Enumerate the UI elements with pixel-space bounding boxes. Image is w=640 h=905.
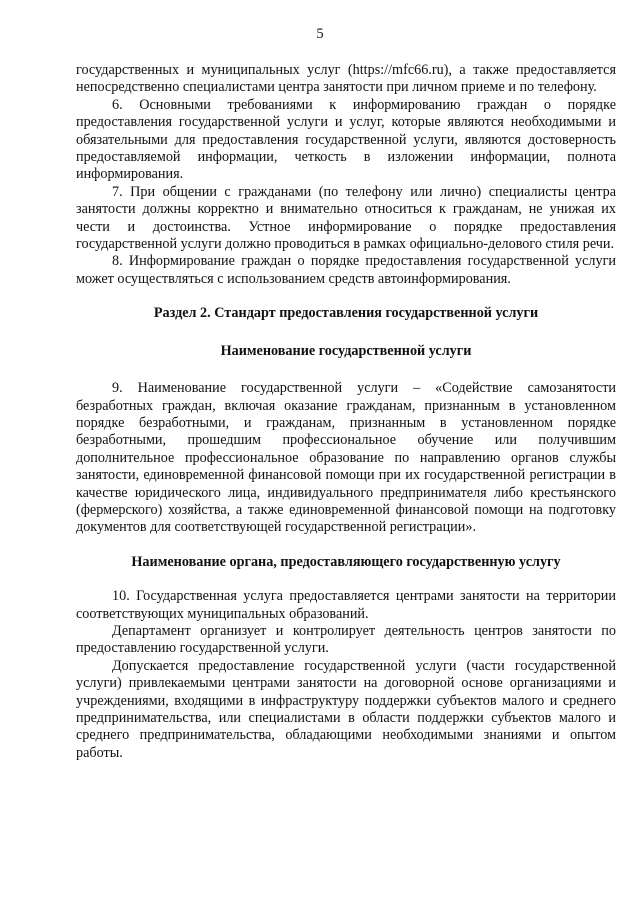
paragraph-6: 6. Основными требованиями к информированию граждан о порядке предоставления государственной услуги и услуг, которые являются необходимыми и обязательными для предоставления государственной услуги, являются достоверность предоставляемой информации, четкость в изложении информации, полнота информирования. bbox=[76, 96, 616, 183]
page-number: 5 bbox=[316, 26, 324, 42]
paragraph-10-permitted: Допускается предоставление государственной услуги (части государственной услуги) привлекаемыми центрами занятости на договорной основе организациями и учреждениями, входящими в инфраструктуру поддержки субъектов малого и среднего предпринимательства, или специалистами в области поддержки субъектов малого и среднего предпринимательства, обладающими необходимыми знаниями и опытом работы. bbox=[76, 657, 616, 761]
document-body bbox=[76, 62, 616, 762]
service-name-heading: Наименование государственной услуги bbox=[220, 342, 472, 359]
paragraph-10: 10. Государственная услуга предоставляется центрами занятости на территории соответствующих муниципальных образований. bbox=[76, 588, 616, 622]
paragraph-7: 7. При общении с гражданами (по телефону или лично) специалисты центра занятости должны корректно и внимательно относиться к гражданам, не унижая их чести и достоинства. Устное информирование о порядке предоставления государственной услуги должно проводиться в рамках официально-делового стиля речи. bbox=[76, 183, 616, 253]
paragraph-8: 8. Информирование граждан о порядке предоставления государственной услуги может осуществляться с использованием средств автоинформирования. bbox=[76, 253, 616, 287]
section-2-heading: Раздел 2. Стандарт предоставления государственной услуги bbox=[153, 305, 539, 322]
paragraph-9: 9. Наименование государственной услуги – «Содействие самозанятости безработных граждан, включая оказание гражданам, признанным в установленном порядке безработными, и гражданам, признанным в установленном порядке безработными, прошедшим профессиональное обучение или получившим дополнительное профессиональное образование по направлению органов службы занятости, единовременной финансовой помощи при их государственной регистрации в качестве юридического лица, индивидуального предпринимателя либо крестьянского (фермерского) хозяйства, а также единовременной финансовой помощи на подготовку документов для соответствующей государственной регистрации». bbox=[76, 380, 616, 536]
paragraph-10-department: Департамент организует и контролирует деятельность центров занятости по предоставлению государственной услуги. bbox=[76, 622, 616, 657]
providing-organ-heading: Наименование органа, предоставляющего государственную услугу bbox=[131, 553, 561, 570]
paragraph-continuation: государственных и муниципальных услуг (https://mfc66.ru), а также предоставляется непосредственно специалистами центра занятости при личном приеме и по телефону. bbox=[76, 62, 616, 96]
